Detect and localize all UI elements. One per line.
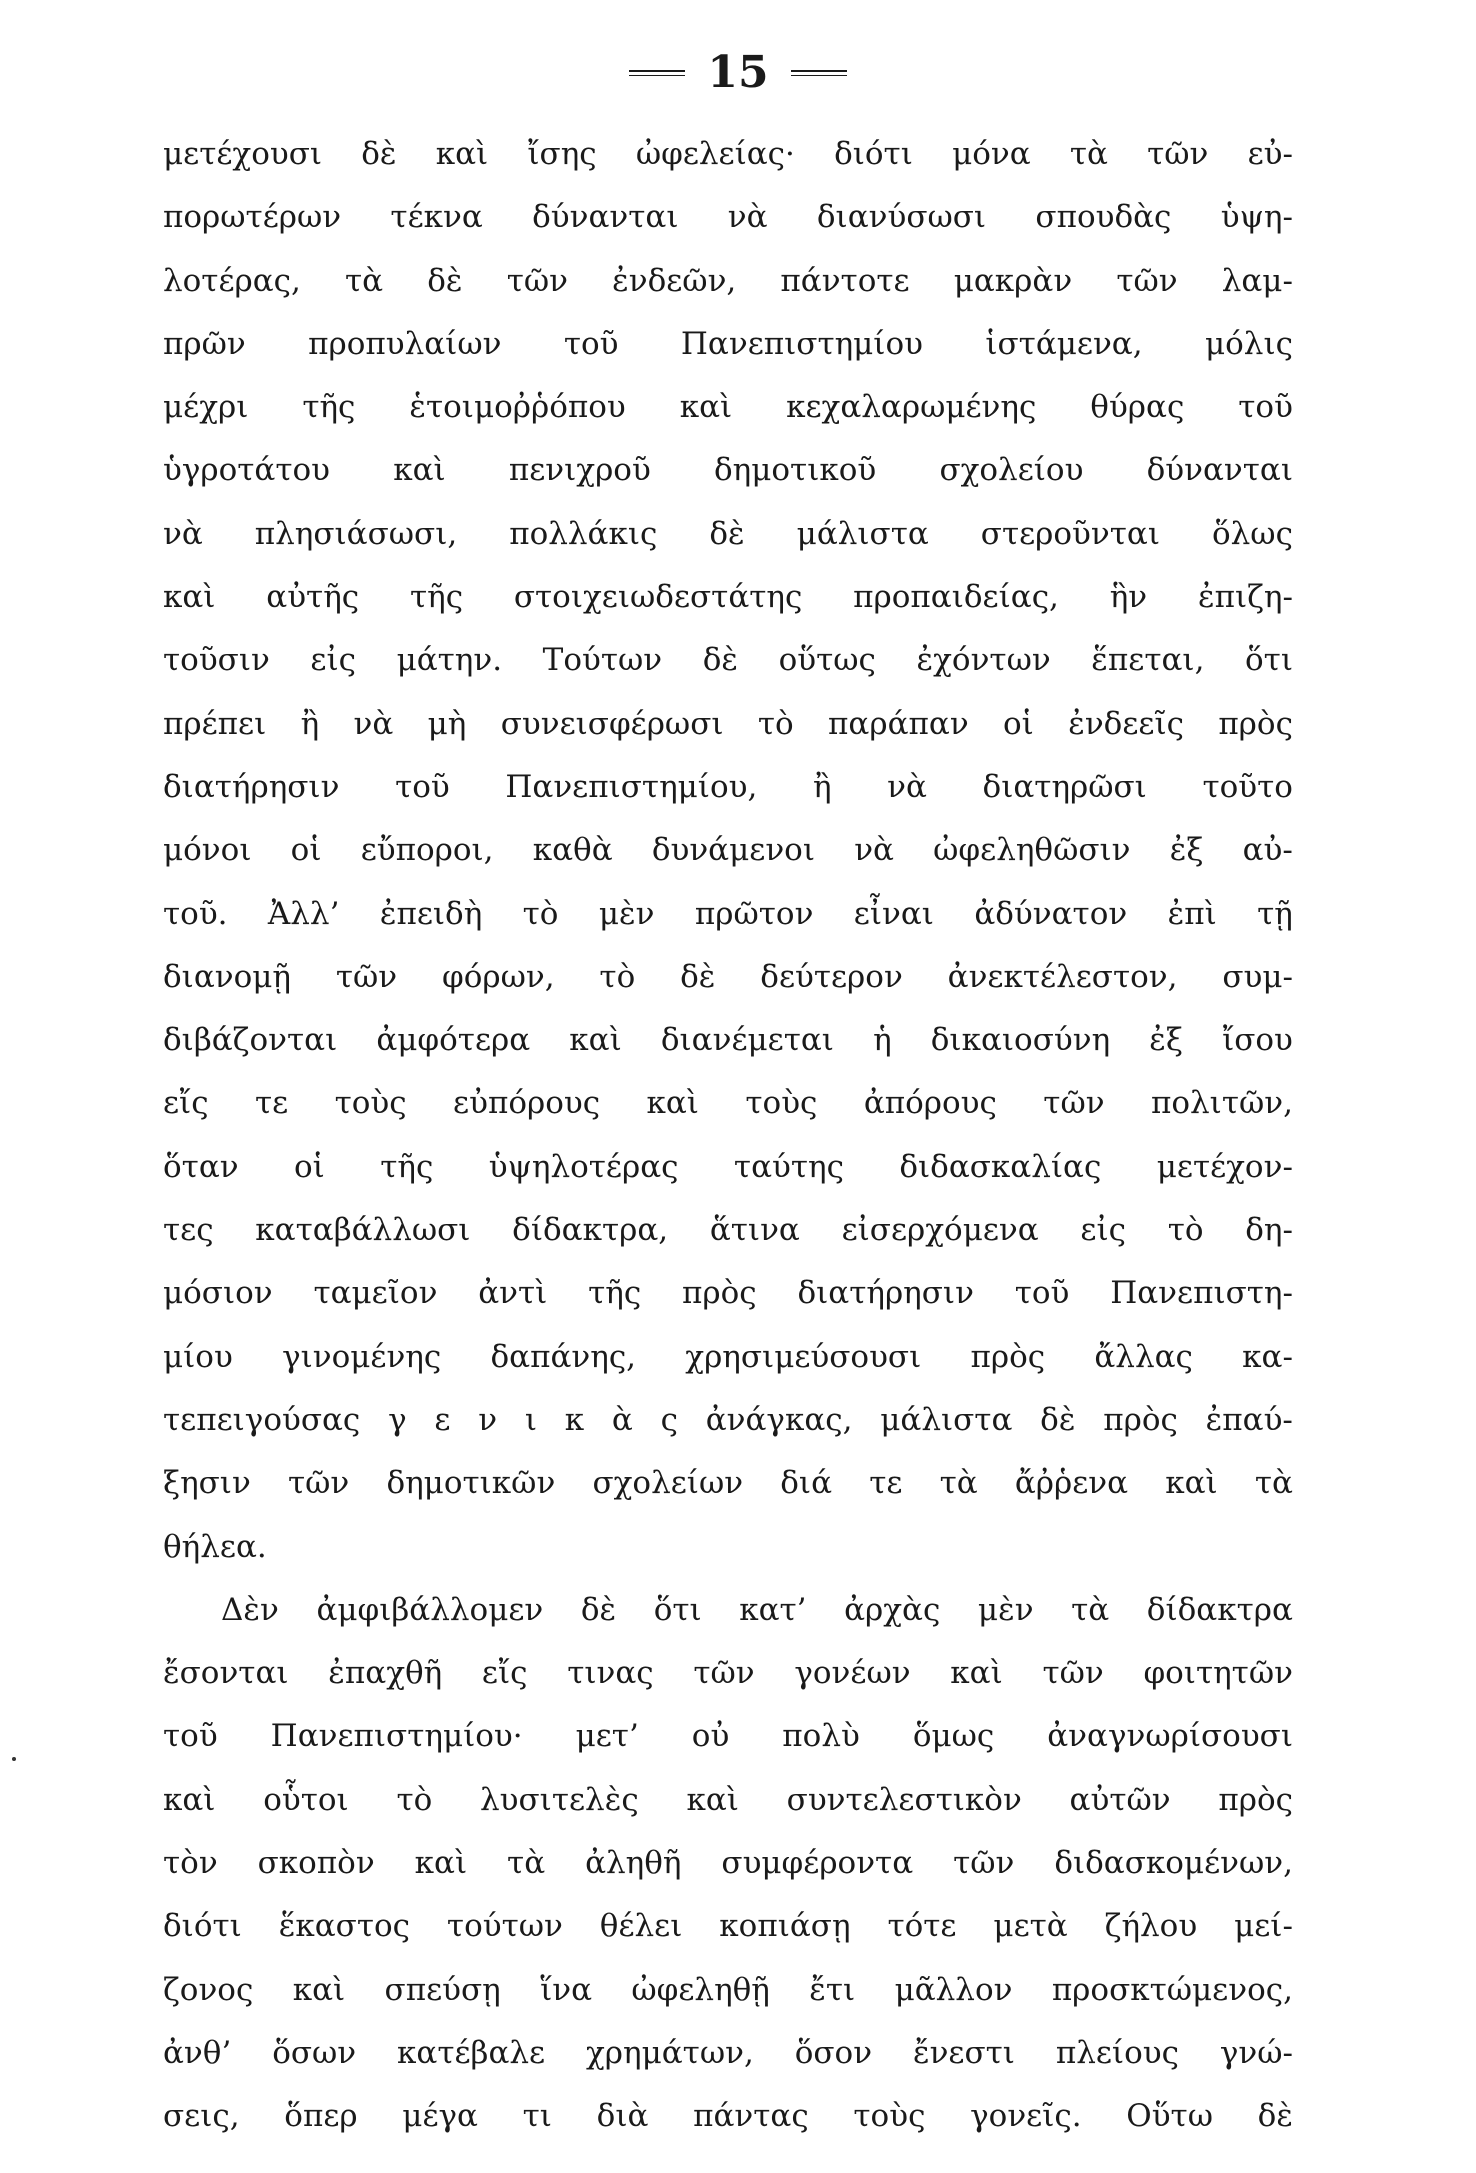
text-line: διβάζονται ἀμφότερα καὶ διανέμεται ἡ δικαιοσύνη ἐξ ἴσου (163, 1022, 1293, 1059)
text-line: ἀνθ’ ὅσων κατέβαλε χρημάτων, ὅσον ἔνεστι πλείους γνώ- (163, 2034, 1293, 2071)
text-line: ὅταν οἱ τῆς ὑψηλοτέρας ταύτης διδασκαλίας μετέχον- (163, 1148, 1293, 1185)
text-line: μόσιον ταμεῖον ἀντὶ τῆς πρὸς διατήρησιν τοῦ Πανεπιστη- (163, 1275, 1293, 1312)
text-line: σεις, ὅπερ μέγα τι διὰ πάντας τοὺς γονεῖς. Οὕτω δὲ (163, 2098, 1293, 2135)
text-line: πρῶν προπυλαίων τοῦ Πανεπιστημίου ἱστάμενα, μόλις (163, 325, 1293, 362)
page-number: 15 (707, 47, 769, 98)
text-line: ἔσονται ἐπαχθῆ εἴς τινας τῶν γονέων καὶ τῶν φοιτητῶν (163, 1655, 1293, 1692)
text-line: πορωτέρων τέκνα δύνανται νὰ διανύσωσι σπουδὰς ὑψη- (163, 199, 1293, 236)
text-line: διατήρησιν τοῦ Πανεπιστημίου, ἢ νὰ διατηρῶσι τοῦτο (163, 768, 1293, 805)
text-line: θήλεα. (163, 1528, 267, 1565)
text-line: διότι ἕκαστος τούτων θέλει κοπιάσῃ τότε μετὰ ζήλου μεί- (163, 1908, 1293, 1945)
body-text (163, 123, 1293, 2149)
text-line: τες καταβάλλωσι δίδακτρα, ἅτινα εἰσερχόμενα εἰς τὸ δη- (163, 1212, 1293, 1249)
text-line: καὶ αὐτῆς τῆς στοιχειωδεστάτης προπαιδείας, ἣν ἐπιζη- (163, 579, 1293, 616)
text-line: τοῦ Πανεπιστημίου· μετ’ οὐ πολὺ ὅμως ἀναγνωρίσουσι (163, 1718, 1293, 1755)
text-line: τεπειγούσας γ ε ν ι κ ὰ ς ἀνάγκας, μάλιστα δὲ πρὸς ἐπαύ- (163, 1401, 1293, 1438)
text-line: τοῦ. Ἀλλ’ ἐπειδὴ τὸ μὲν πρῶτον εἶναι ἀδύνατον ἐπὶ τῇ (163, 895, 1293, 932)
text-line: εἴς τε τοὺς εὐπόρους καὶ τοὺς ἀπόρους τῶν πολιτῶν, (163, 1085, 1293, 1122)
text-line: ξησιν τῶν δημοτικῶν σχολείων διά τε τὰ ἄῤῥενα καὶ τὰ (163, 1465, 1293, 1502)
text-line: νὰ πλησιάσωσι, πολλάκις δὲ μάλιστα στεροῦνται ὅλως (163, 515, 1293, 552)
text-line: τοῦσιν εἰς μάτην. Τούτων δὲ οὕτως ἐχόντων ἕπεται, ὅτι (163, 642, 1293, 679)
text-line: μέχρι τῆς ἑτοιμοῤῥόπου καὶ κεχαλαρωμένης θύρας τοῦ (163, 389, 1293, 426)
text-line: λοτέρας, τὰ δὲ τῶν ἐνδεῶν, πάντοτε μακρὰν τῶν λαμ- (163, 262, 1293, 299)
text-line: πρέπει ἢ νὰ μὴ συνεισφέρωσι τὸ παράπαν οἱ ἐνδεεῖς πρὸς (163, 705, 1293, 742)
header-rule-left (629, 70, 685, 76)
text-line: μετέχουσι δὲ καὶ ἴσης ὠφελείας· διότι μόνα τὰ τῶν εὐ- (163, 136, 1293, 172)
text-line: ὑγροτάτου καὶ πενιχροῦ δημοτικοῦ σχολείου δύνανται (163, 452, 1293, 489)
text-line: ζονος καὶ σπεύσῃ ἵνα ὠφεληθῇ ἔτι μᾶλλον προσκτώμενος, (163, 1971, 1293, 2008)
text-line: διανομῇ τῶν φόρων, τὸ δὲ δεύτερον ἀνεκτέλεστον, συμ- (163, 958, 1293, 995)
text-line: Δὲν ἀμφιβάλλομεν δὲ ὅτι κατ’ ἀρχὰς μὲν τὰ δίδακτρα (221, 1591, 1293, 1628)
header-rule-right (791, 70, 847, 76)
page-header (0, 48, 1476, 98)
text-line: μίου γινομένης δαπάνης, χρησιμεύσουσι πρὸς ἄλλας κα- (163, 1338, 1293, 1375)
scan-speck (12, 1757, 16, 1761)
text-line: μόνοι οἱ εὔποροι, καθὰ δυνάμενοι νὰ ὠφεληθῶσιν ἐξ αὐ- (163, 832, 1293, 869)
text-line: καὶ οὗτοι τὸ λυσιτελὲς καὶ συντελεστικὸν αὐτῶν πρὸς (163, 1781, 1293, 1818)
text-line: τὸν σκοπὸν καὶ τὰ ἀληθῆ συμφέροντα τῶν διδασκομένων, (163, 1845, 1293, 1882)
